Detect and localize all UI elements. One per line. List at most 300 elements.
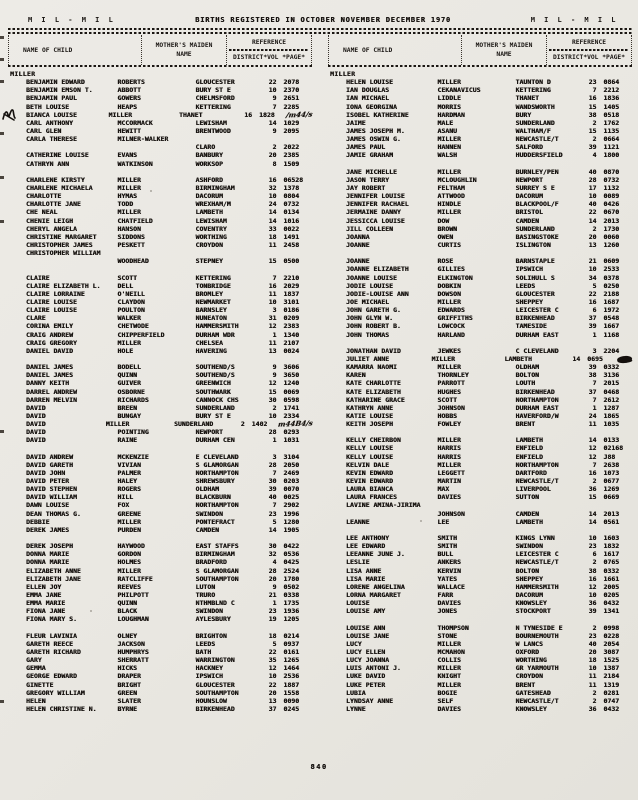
page-cell: 1031: [283, 436, 300, 445]
vol-cell: 11: [268, 338, 277, 347]
table-row: [8, 298, 312, 306]
district-cell: LOUTH: [515, 379, 536, 388]
table-row: [8, 705, 312, 713]
child-name-cell: DEREK JOSEPH: [26, 542, 73, 551]
page-cell: 2638: [603, 460, 620, 469]
page-cell: 1836: [603, 94, 620, 103]
mother-name-cell: BLACK: [117, 607, 137, 616]
page-cell: [283, 265, 312, 273]
table-row: [8, 127, 312, 135]
page-cell: 2022: [283, 143, 300, 152]
mother-name-cell: [117, 444, 195, 452]
vol-cell: 2: [592, 696, 597, 705]
table-row: [8, 567, 312, 575]
page-cell: 0426: [603, 200, 620, 209]
page-cell: 0070: [283, 485, 300, 494]
mother-name-cell: RATCLIFFE: [117, 574, 153, 583]
handwritten-annotation: /m44/s: [285, 109, 313, 120]
child-name-cell: JOANNE LOUISE: [346, 273, 397, 282]
vol-cell: 36: [588, 485, 597, 494]
mother-name-cell: MILLER: [431, 354, 455, 363]
page-cell: 0432: [603, 704, 620, 713]
vol-cell: 39: [588, 322, 597, 331]
table-row: [8, 371, 312, 379]
district-cell: KINGS LYNN: [515, 534, 555, 543]
child-name-cell: LAURA BIANCA: [346, 485, 393, 494]
mother-name-cell: WOODHEAD: [117, 257, 149, 266]
vol-cell: 1: [272, 330, 277, 339]
page-cell: 1029: [283, 118, 300, 127]
mother-name-cell: JEWKES: [437, 346, 461, 355]
table-row: [328, 420, 632, 428]
table-row: [328, 322, 632, 330]
vol-cell: 20: [268, 151, 277, 160]
page-cell: 1405: [603, 102, 620, 111]
district-cell: BOLTON: [515, 371, 539, 380]
page-cell: [603, 160, 632, 168]
vol-cell: 16: [268, 281, 277, 290]
vol-cell: 12: [268, 322, 277, 331]
district-cell: [515, 615, 584, 623]
mother-name-cell: BYRNE: [117, 704, 137, 713]
mother-name-cell: MORRIS: [437, 102, 461, 111]
child-name-cell: CHRISTINE MARGARET: [26, 232, 97, 241]
mother-name-cell: HUGHES: [437, 387, 461, 396]
table-row: [328, 510, 632, 518]
vol-cell: 10: [268, 411, 277, 420]
mother-name-cell: MILLER: [117, 208, 141, 217]
vol-cell: 22: [268, 648, 277, 656]
vol-cell: 40: [588, 639, 597, 648]
child-name-cell: CHENIE LEIGH: [26, 216, 73, 225]
district-cell: BIRMINGHAM: [195, 550, 235, 559]
district-cell: NEWCASTLE/T: [515, 135, 559, 144]
child-name-cell: GARETH RICHARD: [26, 648, 81, 656]
mother-name-cell: CEKANAVICUS: [437, 86, 481, 95]
mother-name-cell: EDWARDS: [437, 306, 465, 315]
vol-cell: 22: [588, 208, 597, 217]
table-row: [328, 436, 632, 444]
district-cell: THANET: [515, 94, 539, 103]
mother-name-cell: [117, 265, 195, 273]
table-row: [8, 632, 312, 640]
table-row: [328, 477, 632, 485]
child-name-cell: BENJAMIN EMSON T.: [26, 86, 93, 95]
child-name-cell: LYNDSAY ANNE: [346, 696, 393, 705]
mother-name-cell: PESKETT: [117, 240, 145, 249]
district-cell: WREXHAM/M: [195, 200, 231, 209]
child-name-cell: JANE MICHELLE: [346, 167, 397, 176]
page-cell: 0998: [603, 623, 620, 632]
table-row: [328, 241, 632, 249]
page-cell: [283, 249, 312, 257]
table-row: [328, 656, 632, 664]
district-cell: BROMLEY: [195, 289, 223, 298]
district-cell: LEICESTER C: [515, 306, 559, 315]
table-row: [328, 168, 632, 176]
mother-name-cell: ROSE: [437, 257, 454, 266]
mother-name-cell: MARTIN: [437, 477, 461, 486]
child-name-cell: CLAIRE LOUISE: [26, 297, 77, 306]
mother-name-cell: MILLER: [105, 420, 130, 429]
district-cell: LUTON: [195, 582, 216, 591]
child-name-cell: BENJAMIN PAUL: [26, 94, 77, 103]
table-row: [8, 274, 312, 282]
child-name-cell: CLAIRE LORRAINE: [26, 289, 85, 298]
table-row: [8, 143, 312, 151]
page-cell: 2184: [603, 672, 620, 681]
table-row: [328, 681, 632, 689]
district-cell: LEICESTER C: [515, 550, 559, 559]
district-cell: NORTHAMPTON: [515, 395, 559, 404]
vol-cell: 14: [588, 517, 597, 526]
child-name-cell: LYNNE: [346, 704, 366, 713]
child-name-cell: DANIEL DAVID: [26, 346, 73, 355]
district-cell: TAUNTON D: [515, 78, 551, 87]
child-name-cell: DEREK JAMES: [26, 525, 70, 534]
child-name-cell: JOANNE: [346, 240, 370, 249]
mother-name-cell: MCLOUGHLIN: [437, 175, 477, 184]
district-cell: CANNOCK CHS: [195, 395, 239, 404]
table-row: [8, 404, 312, 412]
district-cell: SOUTHAMPTON: [195, 574, 239, 583]
child-name-cell: JASON TERRY: [346, 175, 390, 184]
district-cell: NEWMARKET: [195, 297, 231, 306]
child-name-cell: LOUISE AMY: [346, 607, 386, 616]
vol-cell: [584, 526, 596, 534]
table-row: [8, 526, 312, 534]
district-cell: BIRKENHEAD: [515, 314, 555, 323]
child-name-cell: GARETH REECE: [26, 639, 73, 648]
mother-name-cell: RAINE: [117, 436, 137, 445]
vol-cell: 14: [572, 354, 581, 363]
vol-cell: [264, 265, 276, 273]
mother-name-cell: SMITH: [437, 534, 457, 543]
child-name-cell: LAURA FRANCES: [346, 493, 397, 502]
child-name-cell: HELEN LOUISE: [346, 78, 393, 87]
mother-name-cell: MILLER: [437, 78, 461, 87]
table-row: [328, 453, 632, 461]
table-row: [8, 257, 312, 265]
mother-name-cell: KERVIN: [437, 566, 461, 575]
mother-name-cell: LOWCOCK: [437, 322, 465, 331]
child-name-cell: KEVIN EDWARD: [346, 468, 393, 477]
district-cell: SWINDON: [515, 542, 543, 551]
vol-cell: 28: [268, 428, 277, 437]
table-row: [328, 396, 632, 404]
vol-cell: 28: [588, 175, 597, 184]
vol-cell: 2: [592, 688, 597, 697]
page-cell: 0060: [603, 232, 620, 241]
table-row: [8, 591, 312, 599]
vol-cell: 36: [588, 704, 597, 713]
vol-cell: [584, 428, 596, 436]
table-row: [328, 404, 632, 412]
child-name-cell: LISA MARIE: [346, 574, 386, 583]
district-cell: NEWCASTLE/T: [515, 696, 559, 705]
district-cell: SWINDON: [195, 509, 223, 518]
scan-artifact: [90, 610, 92, 612]
register-column-right: [328, 35, 632, 713]
page-cell: 0747: [603, 696, 620, 705]
mother-name-cell: OLNEY: [117, 631, 137, 640]
district-cell: LEEDS: [515, 281, 536, 290]
mother-name-cell: YATES: [437, 574, 457, 583]
child-name-cell: [346, 428, 437, 436]
surname-group-header: MILLER: [10, 70, 36, 78]
mother-name-cell: O'NEILL: [117, 289, 145, 298]
child-name-cell: JOHN GLYN W.: [346, 314, 393, 323]
table-row: [328, 534, 632, 542]
mother-name-cell: DAVIES: [437, 599, 461, 608]
child-name-cell: LISA ANNE: [346, 566, 382, 575]
page-cell: 1905: [283, 525, 300, 534]
page-header: [8, 16, 632, 28]
page-cell: 0205: [603, 591, 620, 600]
vol-cell: 38: [588, 566, 597, 575]
page-cell: 1996: [283, 509, 300, 518]
district-cell: DACORUM: [515, 192, 543, 201]
vol-cell: [264, 249, 276, 257]
page-cell: 0468: [603, 387, 620, 396]
column-header-mother: MOTHER'S MAIDEN NAME: [142, 35, 227, 65]
mother-name-cell: FOX: [117, 501, 130, 510]
page-cell: 2107: [283, 338, 300, 347]
mother-name-cell: [437, 249, 515, 257]
district-cell: TRURO: [195, 591, 216, 600]
table-row: [328, 217, 632, 225]
district-cell: LEEDS: [195, 639, 216, 648]
vol-cell: 15: [588, 102, 597, 111]
vol-cell: 10: [268, 672, 277, 681]
vol-cell: [264, 624, 276, 632]
vol-cell: 31: [268, 314, 277, 323]
vol-cell: 2: [592, 477, 597, 486]
child-name-cell: [26, 355, 117, 363]
table-row: [8, 379, 312, 387]
column-header-name: NAME OF CHILD: [9, 35, 142, 65]
mother-name-cell: CHATFIELD: [117, 216, 153, 225]
page-cell: 0765: [603, 558, 620, 567]
mother-name-cell: ROBERTS: [117, 78, 145, 87]
table-row: [8, 314, 312, 322]
rows-container: [8, 70, 312, 713]
mother-name-cell: ABBOTT: [117, 86, 141, 95]
page-cell: 0245: [283, 704, 300, 713]
district-cell: HOUNSLOW: [195, 696, 227, 705]
page-cell: 1287: [603, 403, 620, 412]
page-cell: 2334: [283, 411, 300, 420]
mother-name-cell: DOWSON: [437, 289, 461, 298]
district-cell: SHEPPEY: [515, 574, 543, 583]
child-name-cell: JAMES OSWIN G.: [346, 135, 401, 144]
district-cell: BARNSLEY: [195, 306, 227, 315]
district-cell: STEPNEY: [195, 257, 223, 266]
district-cell: NEWPORT: [515, 175, 543, 184]
table-row: [8, 648, 312, 656]
vol-cell: 21: [588, 257, 597, 266]
page-cell: [603, 615, 632, 623]
table-row: [328, 697, 632, 705]
table-row: [328, 176, 632, 184]
district-cell: [515, 526, 584, 534]
child-name-cell: KATE CHARLOTTE: [346, 379, 401, 388]
district-cell: NTHMBLND C: [195, 599, 235, 608]
vol-cell: 12: [588, 444, 597, 453]
district-cell: HAVERFORD/W: [515, 411, 559, 420]
table-row: [8, 461, 312, 469]
table-row: [8, 420, 312, 428]
district-cell: ENFIELD: [515, 452, 543, 461]
table-row: [8, 200, 312, 208]
mother-name-cell: DOBKIN: [437, 281, 461, 290]
table-row: [328, 355, 632, 363]
child-name-cell: JOHN THOMAS: [346, 330, 390, 339]
table-row: [328, 485, 632, 493]
district-cell: CROYDON: [195, 240, 223, 249]
child-name-cell: JENNIFER LOUISE: [346, 192, 405, 201]
mother-name-cell: MILLER: [117, 517, 141, 526]
table-row: [328, 184, 632, 192]
table-row: [8, 160, 312, 168]
district-cell: SWINDON: [195, 607, 223, 616]
child-name-cell: DARREL ANDREW: [26, 387, 77, 396]
district-cell: GREENWICH: [195, 379, 231, 388]
child-name-cell: LORNA MARGARET: [346, 591, 401, 600]
child-name-cell: JESSICCA LOUISE: [346, 216, 405, 225]
mother-name-cell: [117, 624, 195, 632]
child-name-cell: [346, 160, 437, 168]
page-cell: 1269: [603, 485, 620, 494]
vol-cell: 2: [272, 143, 277, 152]
table-row: [8, 583, 312, 591]
district-cell: HUDDERSFIELD: [515, 151, 563, 160]
district-cell: [515, 501, 584, 509]
district-cell: BURY ST E: [195, 86, 231, 95]
district-cell: NEWPORT: [195, 428, 223, 437]
scan-artifact: [0, 430, 4, 433]
divider-line: [8, 65, 312, 67]
page-cell: 2536: [283, 672, 300, 681]
child-name-cell: [346, 339, 437, 347]
vol-cell: 12: [588, 582, 597, 591]
page-cell: [283, 135, 312, 143]
district-cell: SURREY S E: [515, 183, 555, 192]
mother-name-cell: MILLER: [437, 297, 461, 306]
page-cell: 1341: [603, 607, 620, 616]
district-cell: BURY: [515, 110, 532, 119]
district-cell: SHEPPEY: [515, 297, 543, 306]
child-name-cell: LEANNE: [346, 517, 370, 526]
child-name-cell: CHERYL ANGELA: [26, 224, 77, 233]
mother-name-cell: CLAYDON: [117, 297, 145, 306]
page-cell: 06528: [283, 175, 303, 184]
mother-name-cell: REEVES: [117, 582, 141, 591]
district-cell: BRADFORD: [195, 558, 227, 567]
table-row: [328, 599, 632, 607]
mother-name-cell: HYMAS: [117, 192, 137, 201]
mother-name-cell: EVANS: [117, 151, 137, 160]
table-row: [8, 396, 312, 404]
page-cell: 2383: [283, 322, 300, 331]
table-row: [328, 127, 632, 135]
child-name-cell: KATE ELIZABETH: [346, 387, 401, 396]
mother-name-cell: PALMER: [117, 468, 141, 477]
page-cell: 0502: [283, 582, 300, 591]
child-name-cell: DAVID WILLIAM: [26, 493, 77, 502]
mother-name-cell: [117, 143, 195, 151]
page-cell: 1832: [603, 542, 620, 551]
district-cell: BRENT: [515, 680, 536, 689]
district-cell: TONBRIDGE: [195, 281, 231, 290]
child-name-cell: FLEUR LAVINIA: [26, 631, 77, 640]
page-cell: J88: [603, 452, 616, 461]
page-cell: [603, 501, 632, 509]
child-name-cell: JAY ROBERT: [346, 183, 386, 192]
district-cell: LEWISHAM: [195, 118, 227, 127]
child-name-cell: CRAIG GREGORY: [26, 338, 77, 347]
child-name-cell: CHARLENE MICHAELA: [26, 183, 93, 192]
handwritten-annotation: m44B4/s: [276, 418, 313, 429]
table-row: [8, 208, 312, 216]
page-cell: 1780: [283, 574, 300, 583]
table-row: [328, 306, 632, 314]
table-row: [8, 225, 312, 233]
page-cell: 2005: [603, 582, 620, 591]
table-row: [8, 607, 312, 615]
page-cell: 1132: [603, 183, 620, 192]
page-cell: 1735: [283, 599, 300, 608]
mother-name-cell: POULTON: [117, 306, 145, 315]
page-cell: 1378: [283, 183, 300, 192]
child-name-cell: DONNA MARIE: [26, 550, 70, 559]
mother-name-cell: CURTIS: [437, 240, 461, 249]
page-cell: 1016: [283, 216, 300, 225]
page-cell: 0089: [603, 192, 620, 201]
table-row: [328, 640, 632, 648]
page-cell: 0432: [603, 599, 620, 608]
mother-name-cell: MILLER: [437, 363, 461, 372]
page-cell: 1741: [283, 403, 300, 412]
table-row: [328, 282, 632, 290]
vol-cell: 7: [272, 468, 277, 477]
district-cell: ENFIELD: [515, 444, 543, 453]
table-row: [328, 371, 632, 379]
vol-cell: 14: [268, 118, 277, 127]
vol-cell: 10: [268, 86, 277, 95]
district-cell: BURY ST E: [195, 411, 231, 420]
page-cell: [283, 168, 312, 176]
table-row: [8, 347, 312, 355]
vol-cell: 38: [588, 371, 597, 380]
district-cell: BANBURY: [195, 151, 223, 160]
page-cell: 1168: [603, 330, 620, 339]
district-cell: CHELMSFORD: [195, 94, 235, 103]
mother-name-cell: SCOTT: [437, 395, 457, 404]
page-cell: [283, 355, 312, 363]
vol-cell: 6: [592, 550, 597, 559]
child-name-cell: CRAIG ANDREW: [26, 330, 73, 339]
child-name-cell: CATHRYN ANN: [26, 159, 70, 168]
scan-artifact: [0, 220, 4, 223]
table-row: [328, 225, 632, 233]
table-row: [328, 192, 632, 200]
mother-name-cell: [437, 526, 515, 534]
table-row: [328, 705, 632, 713]
index-range-right: M I L - M I L: [530, 16, 618, 24]
child-name-cell: ISOBEL KATHERINE: [346, 110, 409, 119]
table-row: [8, 282, 312, 290]
